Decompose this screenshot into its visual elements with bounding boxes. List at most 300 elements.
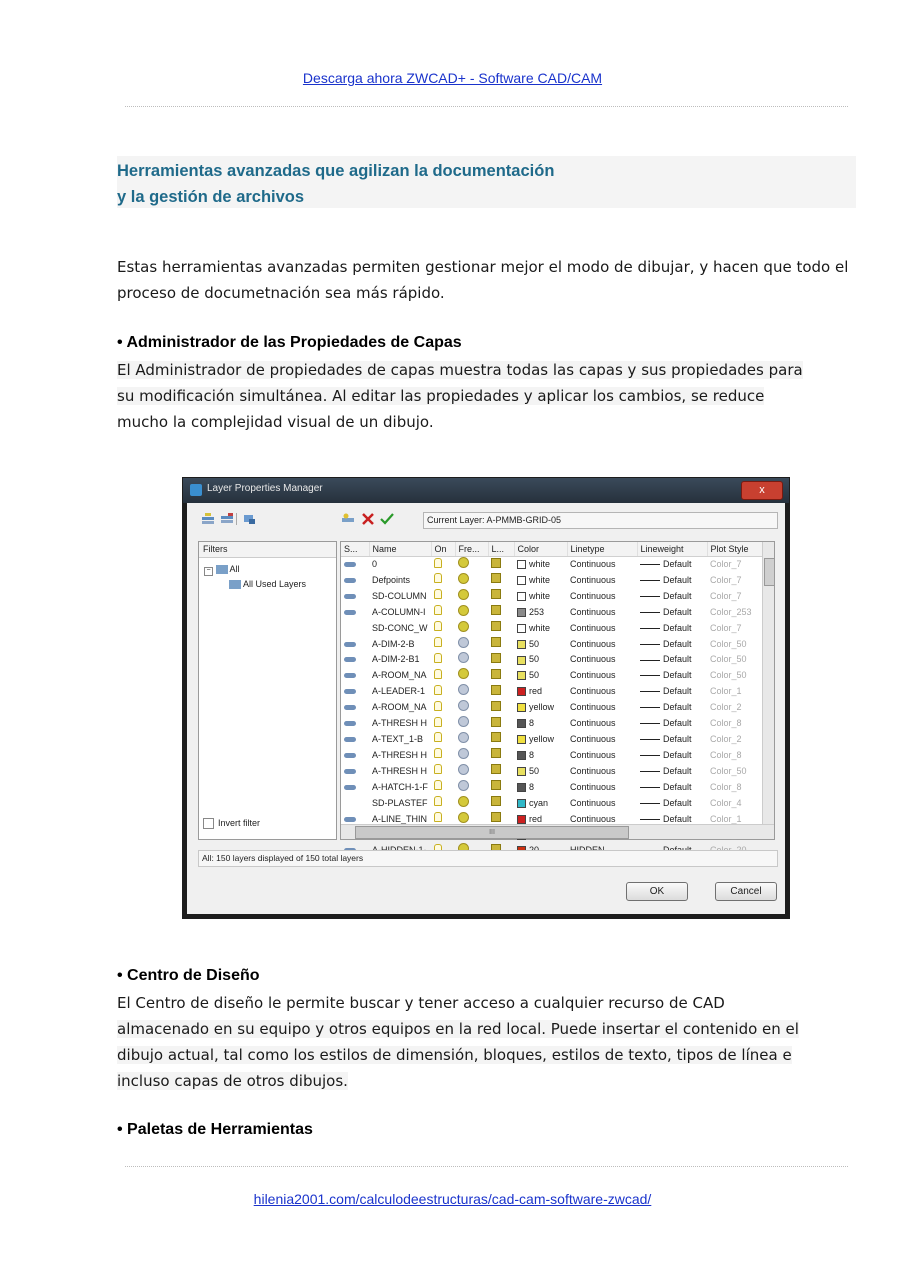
layer-status-icon <box>344 610 356 615</box>
snowflake-icon[interactable] <box>458 780 469 791</box>
freeze-cell[interactable] <box>455 621 488 637</box>
lightbulb-icon[interactable] <box>434 621 442 631</box>
lock-cell[interactable] <box>488 764 514 780</box>
color-label: 8 <box>529 749 535 760</box>
color-swatch <box>517 608 526 617</box>
column-header[interactable]: Fre... <box>455 542 488 557</box>
status-cell <box>341 589 369 605</box>
on-cell[interactable] <box>431 748 455 764</box>
lightbulb-icon[interactable] <box>434 653 442 663</box>
filter-all[interactable] <box>204 564 240 576</box>
lock-cell[interactable] <box>488 748 514 764</box>
lock-icon[interactable] <box>491 637 501 647</box>
lineweight-cell[interactable] <box>637 557 707 573</box>
linetype-cell[interactable]: Continuous <box>570 638 616 649</box>
color-cell[interactable] <box>514 732 567 748</box>
status-cell <box>341 668 369 684</box>
freeze-cell[interactable] <box>455 573 488 589</box>
lineweight-label: Default <box>663 797 692 808</box>
freeze-cell[interactable] <box>455 780 488 796</box>
lineweight-cell[interactable] <box>637 668 707 684</box>
lock-cell[interactable] <box>488 780 514 796</box>
status-cell <box>341 796 369 812</box>
layer-name[interactable]: A-THRESH H <box>372 718 428 729</box>
layer-name[interactable]: SD-CONC_W <box>372 622 428 633</box>
color-swatch <box>517 640 526 649</box>
lock-cell[interactable] <box>488 684 514 700</box>
layer-row[interactable] <box>341 748 762 764</box>
line-sample <box>640 723 660 724</box>
lightbulb-icon[interactable] <box>434 812 442 822</box>
lineweight-cell[interactable] <box>637 748 707 764</box>
download-link[interactable]: Descarga ahora ZWCAD+ - Software CAD/CAM <box>302 70 603 86</box>
lightbulb-icon[interactable] <box>434 780 442 790</box>
layer-name[interactable]: 0 <box>372 559 378 569</box>
freeze-cell[interactable] <box>455 668 488 684</box>
lock-cell[interactable] <box>488 621 514 637</box>
plot-style-cell: Color_7 <box>710 590 742 601</box>
layer-name[interactable]: A-COLUMN-I <box>372 606 426 617</box>
color-cell[interactable] <box>514 573 567 589</box>
freeze-cell[interactable] <box>455 748 488 764</box>
layer-status-icon <box>344 721 356 726</box>
color-cell[interactable] <box>514 637 567 653</box>
layer-status-icon <box>344 753 356 758</box>
footer-divider <box>125 1166 848 1167</box>
footer-link[interactable]: hilenia2001.com/calculodeestructuras/cad-cam-software-zwcad/ <box>253 1191 652 1207</box>
text-line: su modificación simultánea. Al editar las propiedades y aplicar los cambios, se reduce <box>117 387 765 405</box>
freeze-cell[interactable] <box>455 589 488 605</box>
color-cell[interactable] <box>514 684 567 700</box>
section-title-line1: Herramientas avanzadas que agilizan la documentación <box>117 162 555 180</box>
on-cell[interactable] <box>431 732 455 748</box>
status-cell <box>341 621 369 637</box>
lock-icon[interactable] <box>491 605 501 615</box>
sun-icon[interactable] <box>458 812 469 823</box>
linetype-cell[interactable]: Continuous <box>570 749 616 760</box>
lock-icon[interactable] <box>491 621 501 631</box>
lineweight-label: Default <box>663 813 692 824</box>
lightbulb-icon[interactable] <box>434 669 442 679</box>
lock-cell[interactable] <box>488 700 514 716</box>
collapse-icon[interactable]: − <box>204 567 213 576</box>
lineweight-cell[interactable] <box>637 796 707 812</box>
lineweight-cell[interactable] <box>637 589 707 605</box>
lineweight-cell[interactable] <box>637 764 707 780</box>
lineweight-label: Default <box>663 638 692 649</box>
layer-row[interactable] <box>341 668 762 684</box>
snowflake-icon[interactable] <box>458 764 469 775</box>
color-cell[interactable] <box>514 764 567 780</box>
layer-status-icon <box>344 594 356 599</box>
color-label: 50 <box>529 670 540 681</box>
column-header[interactable]: Linetype <box>567 542 637 557</box>
color-label: white <box>529 590 551 601</box>
on-cell[interactable] <box>431 700 455 716</box>
freeze-cell[interactable] <box>455 764 488 780</box>
plot-style-cell: Color_8 <box>710 749 742 760</box>
linetype-cell[interactable]: Continuous <box>570 622 616 633</box>
color-swatch <box>517 751 526 760</box>
lineweight-label: Default <box>663 654 692 665</box>
line-sample <box>640 739 660 740</box>
dialog-body <box>187 503 785 914</box>
line-sample <box>640 660 660 661</box>
color-label: 50 <box>529 638 540 649</box>
color-label: red <box>529 813 543 824</box>
freeze-cell[interactable] <box>455 732 488 748</box>
snowflake-icon[interactable] <box>458 652 469 663</box>
lock-cell[interactable] <box>488 557 514 573</box>
plot-style-cell: Color_4 <box>710 797 742 808</box>
lineweight-label: Default <box>663 670 692 681</box>
layer-row[interactable] <box>341 684 762 700</box>
snowflake-icon[interactable] <box>458 716 469 727</box>
layer-row[interactable] <box>341 573 762 589</box>
on-cell[interactable] <box>431 684 455 700</box>
lock-icon[interactable] <box>491 685 501 695</box>
layer-grid <box>340 541 775 840</box>
item-title-capas: • Administrador de las Propiedades de Capas <box>117 334 462 351</box>
delete-layer-icon[interactable] <box>361 513 375 525</box>
lineweight-label: Default <box>663 606 692 617</box>
on-cell[interactable] <box>431 573 455 589</box>
layer-row[interactable] <box>341 652 762 668</box>
status-cell <box>341 684 369 700</box>
new-group-filter-icon[interactable] <box>220 513 234 525</box>
line-sample <box>640 803 660 804</box>
layer-row[interactable] <box>341 700 762 716</box>
color-swatch <box>517 783 526 792</box>
on-cell[interactable] <box>431 557 455 573</box>
lightbulb-icon[interactable] <box>434 701 442 711</box>
lightbulb-icon[interactable] <box>434 764 442 774</box>
lineweight-label: Default <box>663 590 692 601</box>
sun-icon[interactable] <box>458 796 469 807</box>
column-header[interactable]: Name <box>369 542 431 557</box>
lock-cell[interactable] <box>488 637 514 653</box>
linetype-cell[interactable]: Continuous <box>570 670 616 681</box>
lock-cell[interactable] <box>488 716 514 732</box>
snowflake-icon[interactable] <box>458 732 469 743</box>
filter-all-used[interactable] <box>229 579 306 589</box>
layer-name[interactable]: A-ROOM_NA <box>372 702 427 713</box>
sun-icon[interactable] <box>458 621 469 632</box>
set-current-icon[interactable] <box>380 513 394 525</box>
sun-icon[interactable] <box>458 589 469 600</box>
color-cell[interactable] <box>514 652 567 668</box>
linetype-cell[interactable]: Continuous <box>570 718 616 729</box>
line-sample <box>640 580 660 581</box>
lightbulb-icon[interactable] <box>434 558 442 568</box>
freeze-cell[interactable] <box>455 605 488 621</box>
linetype-cell[interactable]: Continuous <box>570 733 616 744</box>
scroll-thumb[interactable]: III <box>355 826 629 839</box>
plot-style-cell: Color_8 <box>710 718 742 729</box>
lightbulb-icon[interactable] <box>434 748 442 758</box>
lineweight-label: Default <box>663 686 692 697</box>
plot-style-cell: Color_7 <box>710 559 742 569</box>
lightbulb-icon[interactable] <box>434 796 442 806</box>
status-bar: All: 150 layers displayed of 150 total layers <box>198 850 778 867</box>
ok-button[interactable]: OK <box>626 882 688 901</box>
lock-icon[interactable] <box>491 589 501 599</box>
layer-name[interactable]: A-HATCH-1-F <box>372 781 428 792</box>
layer-name[interactable]: A-TEXT_1-B <box>372 733 424 744</box>
filters-header: Filters <box>199 542 336 558</box>
lineweight-cell[interactable] <box>637 652 707 668</box>
color-cell[interactable] <box>514 621 567 637</box>
text-line: incluso capas de otros dibujos. <box>117 1072 348 1090</box>
linetype-cell[interactable]: Continuous <box>570 797 616 808</box>
item-text-capas <box>117 357 857 435</box>
plot-style-cell: Color_7 <box>710 622 742 633</box>
column-header[interactable]: Lineweight <box>637 542 707 557</box>
on-cell[interactable] <box>431 621 455 637</box>
lightbulb-icon[interactable] <box>434 637 442 647</box>
lock-cell[interactable] <box>488 796 514 812</box>
color-swatch <box>517 560 526 569</box>
layer-status-icon <box>344 673 356 678</box>
new-property-filter-icon[interactable] <box>201 513 215 525</box>
linetype-cell[interactable]: Continuous <box>570 654 616 665</box>
color-cell[interactable] <box>514 780 567 796</box>
intro-paragraph: Estas herramientas avanzadas permiten gestionar mejor el modo de dibujar, y hacen que todo el proceso de documetnación sea más rápido. <box>117 258 849 302</box>
vertical-scrollbar[interactable] <box>762 542 774 824</box>
plot-style-cell: Color_50 <box>710 765 747 776</box>
lineweight-cell[interactable] <box>637 780 707 796</box>
freeze-cell[interactable] <box>455 652 488 668</box>
lock-icon[interactable] <box>491 732 501 742</box>
freeze-cell[interactable] <box>455 557 488 573</box>
on-cell[interactable] <box>431 652 455 668</box>
layer-name[interactable]: A-ROOM_NA <box>372 670 427 681</box>
layer-status-icon <box>344 562 356 567</box>
status-cell <box>341 652 369 668</box>
linetype-cell[interactable]: Continuous <box>570 606 616 617</box>
line-sample <box>640 707 660 708</box>
layer-row[interactable] <box>341 605 762 621</box>
lineweight-cell[interactable] <box>637 700 707 716</box>
on-cell[interactable] <box>431 589 455 605</box>
section-title-line2: y la gestión de archivos <box>117 188 305 206</box>
layer-status-icon <box>344 817 356 822</box>
color-swatch <box>517 703 526 712</box>
layer-row[interactable] <box>341 796 762 812</box>
column-header[interactable]: Plot Style <box>707 542 762 557</box>
layer-row[interactable] <box>341 621 762 637</box>
scroll-thumb[interactable] <box>764 558 775 586</box>
lock-icon[interactable] <box>491 748 501 758</box>
color-cell[interactable] <box>514 589 567 605</box>
current-layer-field: Current Layer: A-PMMB-GRID-05 <box>423 512 778 529</box>
layer-row[interactable] <box>341 716 762 732</box>
color-label: red <box>529 686 543 697</box>
layer-row[interactable] <box>341 557 762 573</box>
freeze-cell[interactable] <box>455 637 488 653</box>
lock-cell[interactable] <box>488 732 514 748</box>
layer-name[interactable]: A-LEADER-1 <box>372 686 426 697</box>
sun-icon[interactable] <box>458 557 469 568</box>
lock-cell[interactable] <box>488 589 514 605</box>
layer-states-icon[interactable] <box>243 513 257 525</box>
lightbulb-icon[interactable] <box>434 573 442 583</box>
layer-name[interactable]: A-LINE_THIN <box>372 813 428 824</box>
linetype-cell[interactable]: Continuous <box>570 574 616 585</box>
linetype-cell[interactable]: Continuous <box>570 559 616 569</box>
line-sample <box>640 819 660 820</box>
lineweight-cell[interactable] <box>637 716 707 732</box>
color-swatch <box>517 624 526 633</box>
color-cell[interactable] <box>514 748 567 764</box>
lock-icon[interactable] <box>491 780 501 790</box>
linetype-cell[interactable]: Continuous <box>570 813 616 824</box>
sun-icon[interactable] <box>458 668 469 679</box>
layer-row[interactable] <box>341 764 762 780</box>
line-sample <box>640 612 660 613</box>
snowflake-icon[interactable] <box>458 684 469 695</box>
layer-name[interactable]: A-DIM-2-B1 <box>372 654 420 665</box>
plot-style-cell: Color_1 <box>710 686 742 697</box>
color-cell[interactable] <box>514 668 567 684</box>
on-cell[interactable] <box>431 796 455 812</box>
on-cell[interactable] <box>431 764 455 780</box>
linetype-cell[interactable]: Continuous <box>570 765 616 776</box>
color-cell[interactable] <box>514 605 567 621</box>
layer-properties-dialog <box>182 477 790 919</box>
lightbulb-icon[interactable] <box>434 717 442 727</box>
color-cell[interactable] <box>514 557 567 573</box>
lock-cell[interactable] <box>488 573 514 589</box>
invert-filter-label: Invert filter <box>218 818 261 828</box>
lineweight-label: Default <box>663 781 692 792</box>
snowflake-icon[interactable] <box>458 748 469 759</box>
freeze-cell[interactable] <box>455 700 488 716</box>
checkbox-box[interactable] <box>203 818 214 829</box>
on-cell[interactable] <box>431 605 455 621</box>
text-line: El Administrador de propiedades de capas muestra todas las capas y sus propiedades para <box>117 361 803 379</box>
linetype-cell[interactable]: Continuous <box>570 781 616 792</box>
lock-icon[interactable] <box>491 701 501 711</box>
color-label: 50 <box>529 654 540 665</box>
lightbulb-icon[interactable] <box>434 605 442 615</box>
lock-icon[interactable] <box>491 653 501 663</box>
color-swatch <box>517 719 526 728</box>
close-button[interactable]: x <box>741 481 783 500</box>
lock-icon[interactable] <box>491 558 501 568</box>
color-label: 50 <box>529 765 540 776</box>
line-sample <box>640 596 660 597</box>
lineweight-cell[interactable] <box>637 605 707 621</box>
layer-name[interactable]: A-THRESH H <box>372 749 428 760</box>
status-cell <box>341 716 369 732</box>
on-cell[interactable] <box>431 780 455 796</box>
linetype-cell[interactable]: Continuous <box>570 686 616 697</box>
layer-status-icon <box>344 785 356 790</box>
color-cell[interactable] <box>514 796 567 812</box>
snowflake-icon[interactable] <box>458 700 469 711</box>
lineweight-cell[interactable] <box>637 621 707 637</box>
color-cell[interactable] <box>514 700 567 716</box>
layer-row[interactable] <box>341 637 762 653</box>
lineweight-cell[interactable] <box>637 732 707 748</box>
lock-icon[interactable] <box>491 812 501 822</box>
color-swatch <box>517 592 526 601</box>
layer-status-icon <box>344 689 356 694</box>
layer-name[interactable]: A-THRESH H <box>372 765 428 776</box>
lock-icon[interactable] <box>491 573 501 583</box>
color-swatch <box>517 815 526 824</box>
status-cell <box>341 605 369 621</box>
filter-all-used-label: All Used Layers <box>243 579 307 589</box>
filter-all-label: All <box>229 564 240 574</box>
line-sample <box>640 564 660 565</box>
linetype-cell[interactable]: Continuous <box>570 702 616 713</box>
layer-row[interactable] <box>341 589 762 605</box>
freeze-cell[interactable] <box>455 716 488 732</box>
new-layer-icon[interactable] <box>341 513 355 525</box>
on-cell[interactable] <box>431 637 455 653</box>
lock-icon[interactable] <box>491 717 501 727</box>
lock-cell[interactable] <box>488 605 514 621</box>
column-header[interactable]: On <box>431 542 455 557</box>
lock-icon[interactable] <box>491 764 501 774</box>
layer-name[interactable]: Defpoints <box>372 574 411 585</box>
freeze-cell[interactable] <box>455 796 488 812</box>
lineweight-label: Default <box>663 622 692 633</box>
invert-filter-checkbox[interactable] <box>203 818 260 829</box>
lineweight-cell[interactable] <box>637 637 707 653</box>
lock-icon[interactable] <box>491 669 501 679</box>
lightbulb-icon[interactable] <box>434 732 442 742</box>
lock-icon[interactable] <box>491 796 501 806</box>
line-sample <box>640 771 660 772</box>
on-cell[interactable] <box>431 716 455 732</box>
freeze-cell[interactable] <box>455 684 488 700</box>
sun-icon[interactable] <box>458 573 469 584</box>
linetype-cell[interactable]: Continuous <box>570 590 616 601</box>
on-cell[interactable] <box>431 668 455 684</box>
lineweight-cell[interactable] <box>637 573 707 589</box>
layer-row[interactable] <box>341 732 762 748</box>
sun-icon[interactable] <box>458 605 469 616</box>
item-title-centro: • Centro de Diseño <box>117 967 260 984</box>
cancel-button[interactable]: Cancel <box>715 882 777 901</box>
lock-cell[interactable] <box>488 652 514 668</box>
layer-name[interactable]: SD-PLASTEF <box>372 797 428 808</box>
column-header[interactable]: Color <box>514 542 567 557</box>
layer-name[interactable]: SD-COLUMN <box>372 590 427 601</box>
column-header[interactable]: S... <box>341 542 369 557</box>
lightbulb-icon[interactable] <box>434 685 442 695</box>
color-cell[interactable] <box>514 716 567 732</box>
lineweight-label: Default <box>663 749 692 760</box>
column-header[interactable]: L... <box>488 542 514 557</box>
lightbulb-icon[interactable] <box>434 589 442 599</box>
dialog-title: Layer Properties Manager <box>207 483 323 494</box>
lock-cell[interactable] <box>488 668 514 684</box>
layer-row[interactable] <box>341 780 762 796</box>
layer-status-icon <box>344 642 356 647</box>
item-text-centro <box>117 990 857 1094</box>
layer-name[interactable]: A-DIM-2-B <box>372 638 415 649</box>
layers-icon <box>229 580 241 589</box>
horizontal-scrollbar[interactable] <box>341 824 774 839</box>
color-label: yellow <box>529 733 555 744</box>
header-divider <box>125 106 848 107</box>
lineweight-cell[interactable] <box>637 684 707 700</box>
snowflake-icon[interactable] <box>458 637 469 648</box>
